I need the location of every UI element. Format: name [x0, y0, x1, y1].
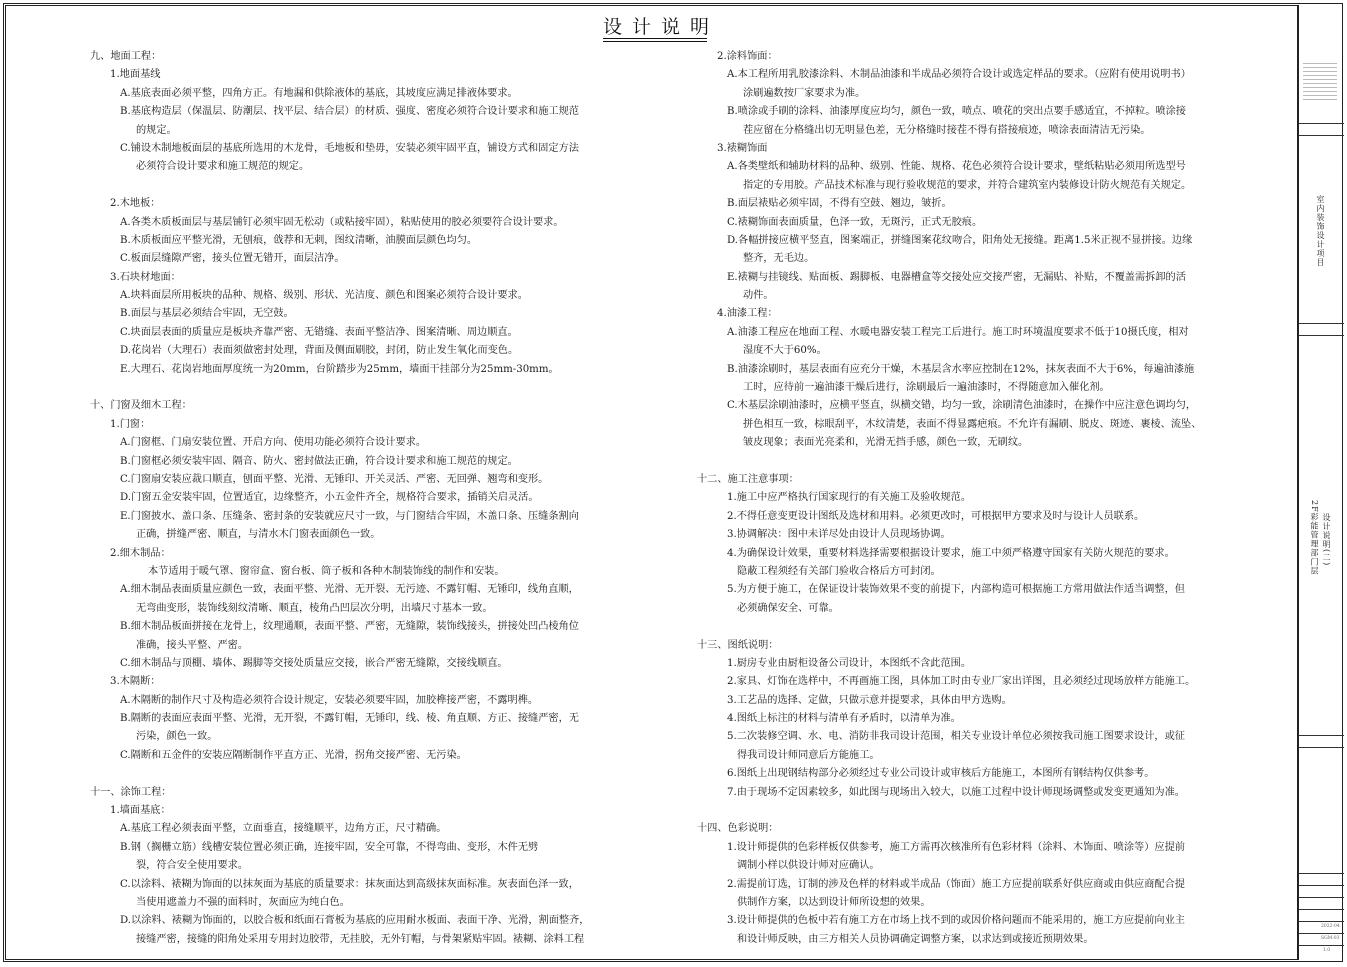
text-line: E.大理石、花岗岩地面厚度统一为20mm，台阶踏步为25mm，墙面干挂部分为25mm-30mm。 [120, 363, 559, 375]
text-line: 4.为确保设计效果，重要材料选择需要根据设计要求，施工中须严格遵守国家有关防火规范的要求。 [727, 547, 1175, 559]
text-line: B.面层与基层必须结合牢固，无空鼓。 [120, 308, 294, 320]
text-line: B.基底构造层（保温层、防潮层、找平层、结合层）的材质、强度、密度必须符合设计要求和施工规范 [120, 106, 579, 118]
text-line: 3.协调解决：图中未详尽处由设计人员现场协调。 [727, 529, 951, 541]
text-line: C.隔断和五金件的安装应隔断制作平直方正、光滑，拐角交接严密、无污染。 [120, 749, 467, 761]
text-line: 十一、涂饰工程： [90, 786, 172, 798]
date-value: 2022-04 [1321, 924, 1340, 929]
text-line: B.钢（搁栅立筋）线槽安装位置必须正确，连接牢固，安全可靠，不得弯曲、变形，木件无劈 [120, 841, 539, 853]
text-line: 3.石块材地面： [110, 271, 181, 283]
text-line: C.木基层涂刷油漆时，应横平竖直，纵横交错，均匀一致，涂刷清色油漆时，在操作中应注意色调均匀， [727, 400, 1197, 412]
text-line: 动件。 [743, 290, 774, 302]
text-line: C.铺设木制地板面层的基底所选用的木龙骨，毛地板和垫毋，安装必须牢固平直，铺设方式和固定方法 [120, 142, 579, 154]
text-line: C.板面层缝隙严密，接头位置无错开，面层洁净。 [120, 253, 345, 265]
text-line: 茬应留在分格缝出切无明显色差，无分格缝时接茬不得有搭接痕迹，喷涂表面清洁无污染。 [743, 124, 1151, 136]
text-line: 准确，接头平整、严密。 [136, 639, 249, 651]
text-line: 裂，符合安全使用要求。 [136, 860, 249, 872]
page-title: 设计说明 [603, 16, 720, 38]
text-line: 3.木隔断： [110, 676, 161, 688]
text-line: C.裱糊饰面表面质量，色泽一致，无斑污，正式无胶痕。 [727, 216, 983, 228]
text-line: A.木隔断的制作尺寸及构造必须符合设计规定，安装必须要牢固，加胶榫接严密，不露明榫。 [120, 694, 539, 706]
text-line: A.本工程所用乳胶漆涂料、木制品油漆和半成品必须符合设计或选定样品的要求。（应附有使用说明书） [727, 69, 1191, 81]
text-line: 九、地面工程： [90, 51, 162, 62]
drawing-number: SGM-03 [1321, 936, 1340, 941]
text-line: D.各幅拼接应横平竖直，图案端正，拼缝图案花纹吻合，阳角处无接缝。距离1.5米正视不显拼接。边缘 [727, 234, 1193, 246]
text-line: 3.工艺品的选择、定做，只做示意并提要求，具体由甲方选购。 [727, 694, 1012, 706]
text-line: 工时，应待前一遍油漆干燥后进行，涂刷最后一遍油漆时，不得随意加入催化剂。 [743, 382, 1110, 394]
text-line: A.基底工程必须表面平整，立面垂直，接缝顺平，边角方正，尺寸精确。 [120, 823, 447, 835]
text-line: 十四、色彩说明： [697, 823, 779, 835]
text-line: B.门窗框必须安装牢固、隔音、防火、密封做法正确，符合设计要求和施工规范的规定。 [120, 455, 518, 467]
spacer [697, 802, 1227, 820]
right-column [697, 48, 1227, 949]
version: 1.0 [1323, 948, 1331, 953]
text-line: 2.涂料饰面： [717, 51, 778, 62]
text-line: A.各类壁纸和辅助材料的品种、级别、性能、规格、花色必须符合设计要求，壁纸粘贴必须用所选型号 [727, 161, 1186, 173]
text-line: 的规定。 [136, 124, 177, 136]
text-line: 十二、施工注意事项： [697, 473, 799, 485]
text-line: C.门窗扇安装应裁口顺直，刨面平整、光滑、无锤印、开关灵活、严密、无回弹、翘弯和变形。 [120, 473, 549, 485]
text-line: 必须确保安全、可靠。 [737, 602, 839, 614]
text-line: 1.设计师提供的色彩样板仅供参考，施工方需再次核准所有色彩材料（涂料、木饰面、喷涂等）应提前 [727, 841, 1185, 853]
text-line: B.细木制品板面拼接在龙骨上，纹理通顺，表面平整、严密，无缝隙，装饰线接头，拼接处凹凸棱角位 [120, 621, 579, 633]
text-line: 1.门窗： [110, 418, 151, 430]
text-line: 涂刷遍数按厂家要求为准。 [743, 87, 866, 99]
drawing-name: 设计说明(二) [1322, 513, 1331, 567]
text-line: A.块料面层所用板块的品种、规格、级别、形状、光洁度、颜色和图案必须符合设计要求。 [120, 290, 528, 302]
text-line: 4.油漆工程： [717, 308, 778, 320]
text-line: 污染，颜色一致。 [136, 731, 218, 743]
text-line: 1.施工中应严格执行国家现行的有关施工及验收规范。 [727, 492, 972, 504]
text-line: 2.不得任意变更设计图纸及选材和用料。必须更改时，可根据甲方要求及时与设计人员联系。 [727, 510, 1145, 522]
text-line: 供制作方案，以达到设计师所设想的效果。 [737, 896, 931, 908]
text-line: 本节适用于暖气罩、窗帘盒、窗台板、筒子板和各种木制装饰线的制作和安装。 [148, 565, 505, 577]
text-line: 2.需提前订选，订制的涉及色样的材料或半成品（饰面）施工方应提前联系好供应商或由供应商配合提 [727, 878, 1185, 890]
text-line: 当使用遮盖力不强的面料时，灰面应为纯白色。 [136, 896, 350, 908]
text-line: 拼色相互一致，棕眼刮平，木纹清楚，表面不得显露疤痕。不允许有漏刷、脱皮、斑迹、裹棱、流坠、 [743, 418, 1202, 430]
text-line: 必须符合设计要求和施工规范的规定。 [136, 161, 310, 173]
title-block [1298, 5, 1343, 960]
drawing-title: 2F彩能管理部门层 [1310, 500, 1319, 576]
text-line: A.细木制品表面质量应颜色一致，表面平整、光滑、无开裂、无污迹、不露钉帽、无锤印，线角直顺， [120, 584, 579, 596]
text-line: A.各类木质板面层与基层铺钉必须牢固无松动（或粘接牢固），粘贴使用的胶必须要符合设计要求。 [120, 216, 564, 228]
text-line: 6.图纸上出现钢结构部分必须经过专业公司设计或审核后方能施工，本图所有钢结构仅供参考。 [727, 768, 1155, 780]
text-line: 7.由于现场不定因素较多，如此图与现场出入较大，以施工过程中设计师现场调整或发变更通知为准。 [727, 786, 1185, 798]
text-line: 隐蔽工程须经有关部门验收合格后方可封闭。 [737, 565, 941, 577]
text-line: 十三、图纸说明： [697, 639, 779, 651]
text-line: A.油漆工程应在地面工程、水暖电器安装工程完工后进行。施工时环境温度要求不低于10摄氏度，相对 [727, 326, 1189, 338]
text-line: A.门窗框、门扇安装位置、开启方向、使用功能必须符合设计要求。 [120, 437, 427, 449]
text-line: 湿度不大于60%。 [743, 345, 827, 357]
text-line: 得我司设计师同意后方能施工。 [737, 749, 880, 761]
text-line: E.门窗披水、盖口条、压缝条、密封条的安装就应尺寸一致，与门窗结合牢固，木盖口条、压缝条割向 [120, 510, 579, 522]
text-line: 无弯曲变形，装饰线刻纹清晰、顺直，棱角凸凹层次分明，出墙尺寸基本一致。 [136, 602, 493, 614]
text-line: 正确，拼缝严密、顺直，与清水木门窗表面颜色一致。 [136, 529, 381, 541]
spacer [90, 177, 630, 195]
text-line: D.门窗五金安装牢固，位置适宜，边缘整齐，小五金件齐全，规格符合要求，插销关启灵活。 [120, 492, 539, 504]
text-line: 接缝严密，接缝的阳角处采用专用封边胶带，无挂胶，无外钉帽，与骨架紧贴牢固。裱糊、涂料工程 [136, 933, 585, 945]
project-name: 室内装饰设计项目 [1316, 195, 1325, 267]
text-line: 调制小样以供设计师对应确认。 [737, 860, 880, 872]
text-line: A.基底表面必须平整，四角方正。有地漏和供除液体的基底，其坡度应满足排液体要求。 [120, 87, 518, 99]
spacer [90, 765, 630, 783]
text-line: 2.家具、灯饰在选样中，不再画施工图，具体加工时由专业厂家出详图，且必须经过现场放样方能施工。 [727, 676, 1196, 688]
text-line: C.块面层表面的质量应是板块齐靠严密、无错缝、表面平整洁净、图案清晰、周边顺直。 [120, 326, 518, 338]
text-line: 3.设计师提供的色板中若有施工方在市场上找不到的或因价格问题而不能采用的，施工方应提前向业主 [727, 915, 1185, 927]
text-line: 5.为方便于施工，在保证设计装饰效果不变的前提下，内部构造可根据施工方常用做法作适当调整，但 [727, 584, 1185, 596]
text-line: 1.地面基线 [110, 69, 161, 81]
text-line: 1.厨房专业由厨柜设备公司设计，本图纸不含此范围。 [727, 657, 972, 669]
text-line: 和设计师反映，由三方相关人员协调确定调整方案，以求达到或接近预期效果。 [737, 933, 1094, 945]
text-line: 指定的专用胶。产品技术标准与现行验收规范的要求，并符合建筑室内装修设计防火规范有关规定。 [743, 179, 1192, 191]
text-line: D.花岗岩（大理石）表面须做密封处理，背面及侧面刷胶，封闭，防止发生氧化而变色。 [120, 345, 519, 357]
text-line: 整齐，无毛边。 [743, 253, 815, 265]
text-line: C.细木制品与顶棚、墙体、踢脚等交接处质量应交接，嵌合严密无缝隙，交接线顺直。 [120, 657, 508, 669]
text-line: 十、门窗及细木工程： [90, 400, 192, 412]
text-line: B.木质板面应平整光滑，无刨痕，戗荐和无刺，图纹清晰，油膜面层颜色均匀。 [120, 234, 478, 246]
text-line: B.隔断的表面应表面平整、光滑，无开裂，不露钉帽，无锤印，线、棱、角直顺、方正、接缝严密，无 [120, 713, 579, 725]
text-line: C.以涂料、裱糊为饰面的以抹灰面为基底的质量要求：抹灰面达到高级抹灰面标准。灰表面色泽一致， [120, 878, 579, 890]
text-line: 1.墙面基底： [110, 805, 171, 817]
left-column [90, 48, 630, 949]
text-line: D.以涂料、裱糊为饰面的，以胶合板和纸面石膏板为基底的应用耐水板面、表面干净、光滑，割面整齐， [120, 915, 590, 927]
text-line: B.油漆涂刷时，基层表面有应充分干燥，木基层含水率应控制在12%，抹灰表面不大于6%，每遍油漆施 [727, 363, 1195, 375]
text-line: 2.细木制品： [110, 547, 171, 559]
title-underline [603, 41, 707, 42]
title-underline [603, 38, 707, 39]
text-line: 5.二次装修空调、水、电、消防非我司设计范围，相关专业设计单位必须按我司施工图要求设计，或征 [727, 731, 1185, 743]
spacer [697, 618, 1227, 636]
text-line: 4.图纸上标注的材料与清单有矛盾时，以清单为准。 [727, 713, 961, 725]
text-line: B.喷涂或手刷的涂料、油漆厚度应均匀，颜色一致，喷点、喷花的突出点要手感适宜，不掉粒。喷涂接 [727, 106, 1186, 118]
spacer [90, 379, 630, 397]
text-line: 3.裱糊饰面 [717, 142, 768, 154]
text-line: 皱皮现象；表面光亮柔和，光滑无挡手感，颜色一致，无刷纹。 [743, 437, 1029, 449]
spacer [697, 453, 1227, 471]
text-line: E.裱糊与挂镜线、贴面板、踢脚板、电器槽盒等交接处应交接严密，无漏贴、补贴，不覆盖需拆卸的活 [727, 271, 1186, 283]
company-notes [1303, 60, 1337, 100]
text-line: 2.木地板： [110, 198, 161, 210]
text-line: B.面层裱贴必须牢固，不得有空鼓、翘边，皱折。 [727, 198, 952, 210]
